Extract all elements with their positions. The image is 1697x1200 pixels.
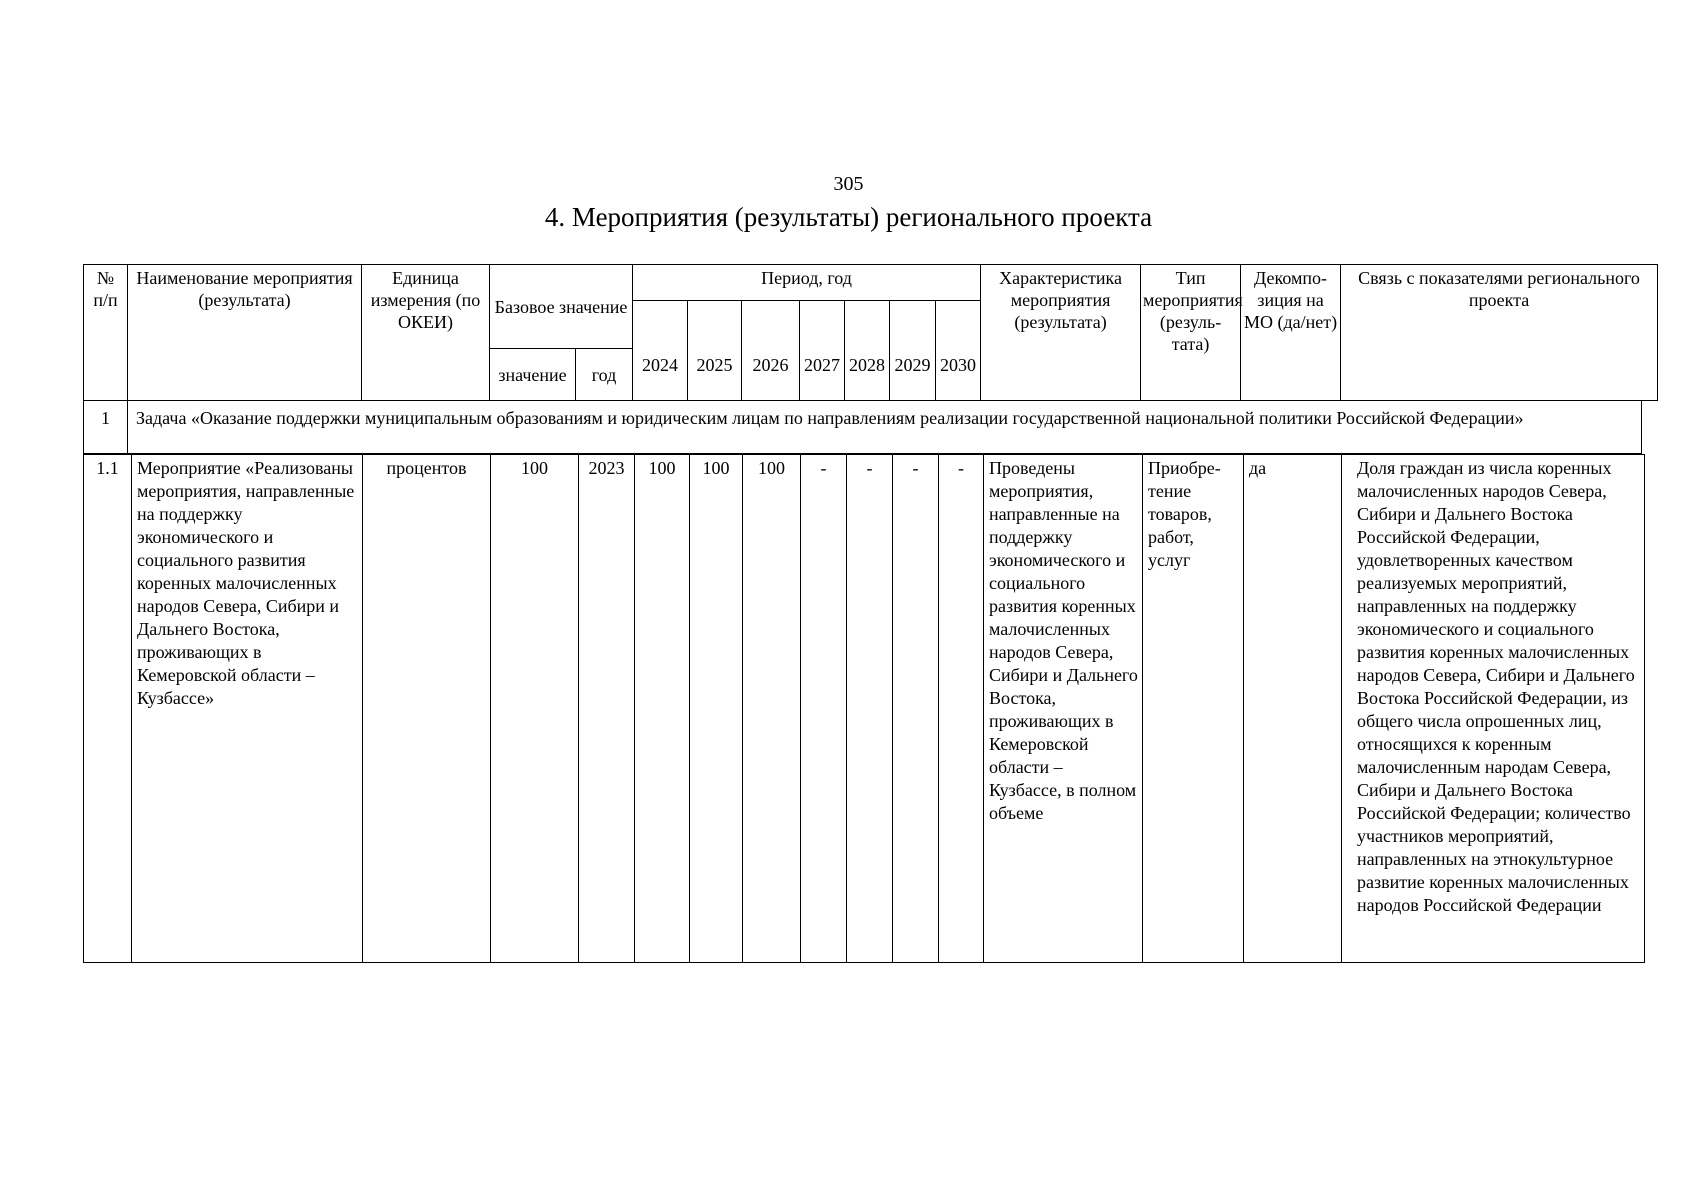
row-value-2028: - [847,455,893,963]
row-decomposition: да [1244,455,1342,963]
header-year-2025: 2025 [688,301,742,401]
row-name: Мероприятие «Реализованы мероприятия, направленные на поддержку экономического и социального развития коренных малочисленных народов Севера, Сибири и Дальнего Востока, проживающих в Кемеровской области – Кузбассе» [132,455,363,963]
header-period: Период, год [633,265,981,301]
row-number: 1.1 [84,455,132,963]
row-value-2029: - [893,455,939,963]
header-base-year: год [576,349,633,401]
page-number: 305 [833,173,864,195]
task-number: 1 [84,401,128,453]
data-table [83,454,1645,963]
header-link: Связь с показателями регионального проекта [1341,265,1658,401]
row-value-2030: - [939,455,984,963]
page-title: 4. Мероприятия (результаты) регионального проекта [544,202,1153,232]
row-value-2024: 100 [635,455,690,963]
header-characteristic: Характеристика мероприятия (результата) [981,265,1141,401]
row-link: Доля граждан из числа коренных малочисленных народов Севера, Сибири и Дальнего Востока Российской Федерации, удовлетворенных качеством реализуемых мероприятий, направленных на поддержку экономического и социального развития коренных малочисленных народов Севера, Сибири и Дальнего Востока Российской Федерации, из общего числа опрошенных лиц, относящихся к коренным малочисленным народам Севера, Сибири и Дальнего Востока Российской Федерации; количество участников мероприятий, направленных на этнокультурное развитие коренных малочисленных народов Российской Федерации [1342,455,1645,963]
row-base-value: 100 [491,455,579,963]
row-value-2025: 100 [690,455,743,963]
table-row [84,455,1645,963]
header-year-2026: 2026 [742,301,800,401]
row-base-year: 2023 [579,455,635,963]
header-unit: Единица измерения (по ОКЕИ) [362,265,490,401]
row-unit: процентов [363,455,491,963]
header-decomposition: Декомпо-зиция на МО (да/нет) [1241,265,1341,401]
header-year-2024: 2024 [633,301,688,401]
task-row [83,401,1642,454]
header-year-2029: 2029 [890,301,936,401]
header-num: № п/п [84,265,128,401]
row-type: Приобре-тение товаров, работ, услуг [1143,455,1244,963]
header-type: Тип мероприятия (резуль-тата) [1141,265,1241,401]
header-year-2027: 2027 [800,301,845,401]
header-table [83,264,1658,401]
header-base-value: значение [490,349,576,401]
row-value-2026: 100 [743,455,801,963]
header-year-2030: 2030 [936,301,981,401]
header-name: Наименование мероприятия (результата) [128,265,362,401]
row-value-2027: - [801,455,847,963]
header-base: Базовое значение [490,265,633,349]
row-characteristic: Проведены мероприятия, направленные на поддержку экономического и социального развития коренных малочисленных народов Севера, Сибири и Дальнего Востока, проживающих в Кемеровской области – Кузбассе, в полном объеме [984,455,1143,963]
task-text: Задача «Оказание поддержки муниципальным образованиям и юридическим лицам по направлениям реализации государственной национальной политики Российской Федерации» [136,408,1524,428]
header-year-2028: 2028 [845,301,890,401]
